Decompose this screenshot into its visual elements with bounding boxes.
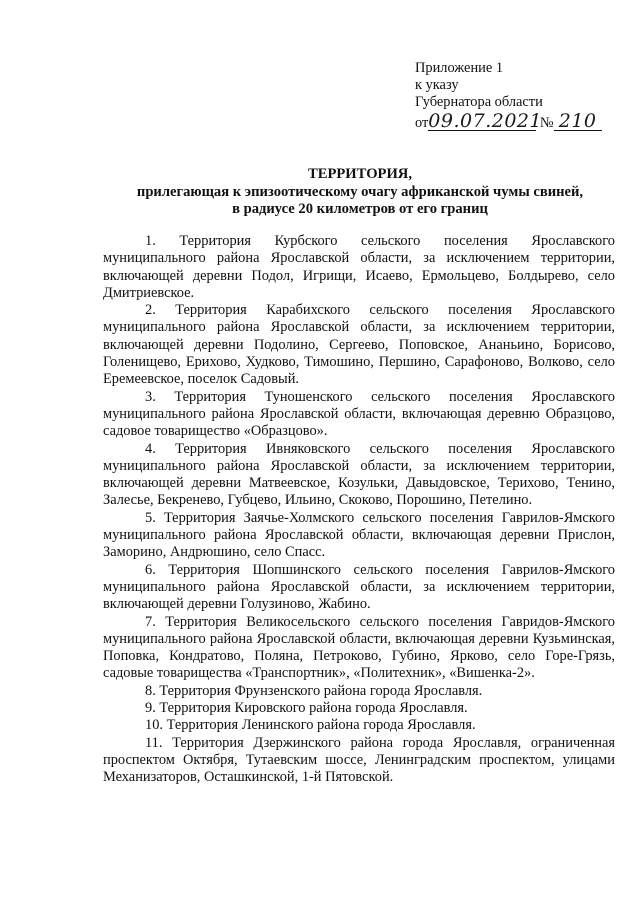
date-prefix: от [415,114,429,131]
territory-list [103,233,615,787]
list-item: 6. Территория Шопшинского сельского поселения Гаврилов-Ямского муниципального района Ярославской области, за исключением территории, включающей деревни Голузиново, Жабино. [103,561,615,613]
annex-date-line [415,109,630,132]
number-sign: № [539,114,554,131]
annex-line-1: Приложение 1 [415,60,504,76]
heading-subtitle-2: в радиусе 20 километров от его границ [232,201,488,217]
list-item: 1. Территория Курбского сельского поселения Ярославского муниципального района Ярославской области, за исключением территории, включающей деревни Подол, Игрищи, Исаево, Ермольцево, Болдырево, село Дмитриевское. [103,233,615,301]
list-item: 10. Территория Ленинского района города Ярославля. [145,717,476,734]
annex-line-3: Губернатора области [415,94,543,111]
handwritten-number: 210 [554,112,602,131]
list-item: 5. Территория Заячье-Холмского сельского поселения Гаврилов-Ямского муниципального района Ярославской области, включающая деревни Прислон, Заморино, Андрюшино, село Спасс. [103,509,615,561]
document-heading [100,166,620,219]
list-item: 9. Территория Кировского района города Ярославля. [145,700,468,717]
list-item: 3. Территория Туношенского сельского поселения Ярославского муниципального района Ярославской области, включающая деревню Образцово, садовое товарищество «Образцово». [103,388,615,440]
list-item: 8. Территория Фрунзенского района города Ярославля. [145,682,483,699]
handwritten-date: 09.07.2021 [428,109,543,132]
heading-subtitle-1: прилегающая к эпизоотическому очагу африканской чумы свиней, [136,183,584,200]
list-item: 4. Территория Ивняковского сельского поселения Ярославского муниципального района Ярославской области, за исключением территории, включающей деревни Матвеевское, Козульки, Давыдовское, Терихово, Тенино, Залесье, Бекренево, Губцево, Ильино, Скоково, Порошино, Петелино. [103,440,615,509]
annex-line-2: к указу [415,77,459,94]
list-item: 2. Территория Карабихского сельского поселения Ярославского муниципального района Ярославской области, за исключением территории, включающей деревни Подолино, Сергеево, Поповское, Ананьино, Борисово, Голенищево, Ерихово, Худково, Тимошино, Першино, Сарафоново, Волково, село Еремеевское, поселок Садовый. [103,302,615,388]
list-item: 11. Территория Дзержинского района города Ярославля, ограниченная проспектом Октября, Тутаевским шоссе, Ленинградским проспектом, улицами Механизаторов, Осташкинской, 1-й Пятовской. [103,734,615,786]
list-item: 7. Территория Великосельского сельского поселения Гавридов-Ямского муниципального района Ярославской области, включающая деревни Кузьминская, Поповка, Кондратово, Поляна, Петроково, Губино, Ярково, село Горе-Грязь, садовые товарищества «Транспортник», «Политехник», «Вишенка-2». [103,613,615,682]
annex-block [415,60,630,132]
heading-title: ТЕРРИТОРИЯ, [308,166,412,182]
